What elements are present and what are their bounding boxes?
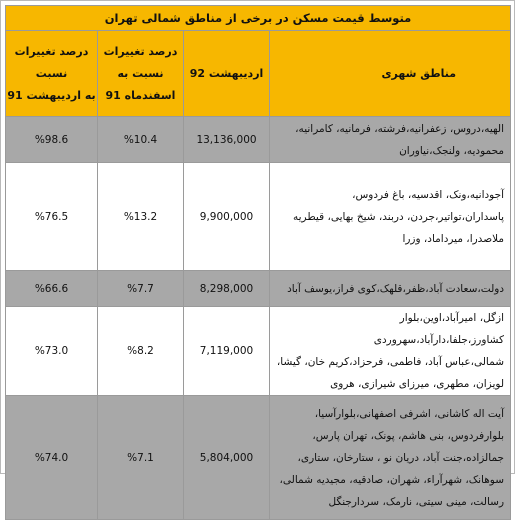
table-row — [6, 307, 511, 396]
header-price: اردیبهشت 92 — [184, 31, 270, 117]
cell-region: آجودانیه،ونک، اقدسیه، باغ فردوس، پاسداران،تواتیر،جردن، دربند، شیخ بهایی، قیطریه ملاصدرا، میرداماد، وزرا — [270, 163, 511, 271]
header-region: مناطق شهری — [270, 31, 511, 117]
cell-price: 5,804,000 — [184, 396, 270, 520]
table-row — [6, 396, 511, 520]
table-row — [6, 163, 511, 271]
cell-region: الهیه،دروس، زعفرانیه،فرشته، فرمانیه، کامرانیه، محمودیه، ولنجک،نیاوران — [270, 117, 511, 163]
cell-change-esfand: %7.7 — [98, 271, 184, 307]
cell-price: 8,298,000 — [184, 271, 270, 307]
header-change-ordibehesht: درصد تغییرات نسبت به اردیبهشت 91 — [6, 31, 98, 117]
cell-change-ordibehesht: %76.5 — [6, 163, 98, 271]
cell-region: دولت،سعادت آباد،ظفر،قلهک،کوی فراز،یوسف آباد — [270, 271, 511, 307]
cell-change-esfand: %13.2 — [98, 163, 184, 271]
cell-price: 13,136,000 — [184, 117, 270, 163]
table-row — [6, 117, 511, 163]
cell-change-esfand: %7.1 — [98, 396, 184, 520]
cell-price: 7,119,000 — [184, 307, 270, 396]
table-row — [6, 271, 511, 307]
cell-price: 9,900,000 — [184, 163, 270, 271]
cell-change-ordibehesht: %73.0 — [6, 307, 98, 396]
cell-change-esfand: %10.4 — [98, 117, 184, 163]
cell-change-ordibehesht: %98.6 — [6, 117, 98, 163]
price-table — [5, 5, 511, 520]
cell-region: آیت اله کاشانی، اشرفی اصفهانی،بلوارآسیا، بلوارفردوس، بنی هاشم، پونک، تهران پارس، جمالزاده،جنت آباد، دریان نو ، ستارخان، ستاری، سوهانک، شهرآراء، شهران، صادقیه، مجیدیه شمالی، رسالت، مینی سیتی، نارمک، سردارجنگل — [270, 396, 511, 520]
header-change-esfand: درصد تغییرات نسبت به اسفندماه 91 — [98, 31, 184, 117]
cell-change-ordibehesht: %66.6 — [6, 271, 98, 307]
cell-change-esfand: %8.2 — [98, 307, 184, 396]
cell-region: ازگل، امیرآباد،اوین،بلوار کشاورز،جلفا،دارآباد،سهروردی شمالی،عباس آباد، فاطمی، فرحزاد،کریم خان، گیشا، لویزان، مطهری، میرزای شیرازی، هروی — [270, 307, 511, 396]
cell-change-ordibehesht: %74.0 — [6, 396, 98, 520]
table-title: متوسط قیمت مسکن در برخی از مناطق شمالی تهران — [6, 6, 511, 31]
